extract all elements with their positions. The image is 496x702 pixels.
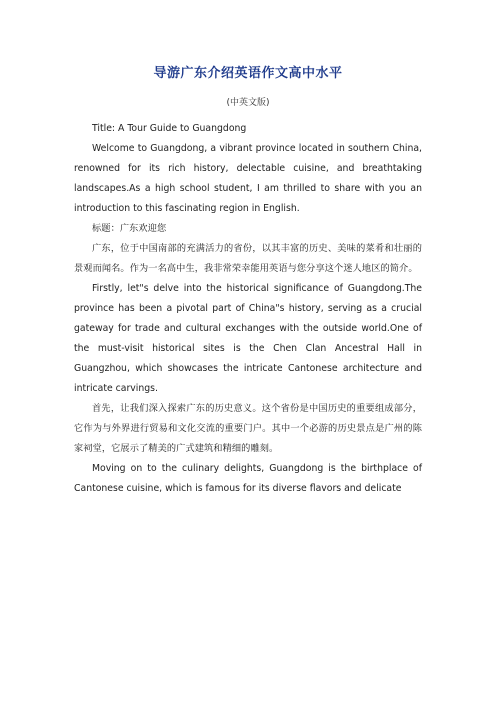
paragraph-english-history: Firstly, let"s delve into the historical significance of Guangdong.The province has been a pivotal part of China"s history, serving as a crucial gateway for trade and cultural exchanges with the outside world.One of the must-visit historical sites is the Chen Clan Ancestral Hall in Guangzhou, which showcases the intricate Cantonese architecture and intricate carvings. — [74, 283, 422, 394]
document-body — [74, 119, 422, 499]
document-title: 导游广东介绍英语作文高中水平 — [153, 66, 343, 81]
paragraph-chinese-intro: 广东，位于中国南部的充满活力的省份，以其丰富的历史、美味的菜肴和壮丽的景观而闻名。作为一名高中生，我非常荣幸能用英语与您分享这个迷人地区的简介。 — [74, 243, 422, 274]
paragraph-chinese-title: 标题：广东欢迎您 — [92, 223, 167, 234]
paragraph-english-intro: Welcome to Guangdong, a vibrant province located in southern China, renowned for its rich history, delectable cuisine, and breathtaking landscapes.As a high school student, I am thrilled to share with you an introduction to this fascinating region in English. — [74, 143, 422, 214]
paragraph-chinese-history: 首先，让我们深入探索广东的历史意义。这个省份是中国历史的重要组成部分，它作为与外界进行贸易和文化交流的重要门户。其中一个必游的历史景点是广州的陈家祠堂，它展示了精美的广式建筑和精细的雕刻。 — [74, 403, 422, 454]
paragraph-english-title: Title: A Tour Guide to Guangdong — [92, 123, 247, 134]
document-subtitle: (中英文版) — [226, 98, 270, 108]
paragraph-english-cuisine: Moving on to the culinary delights, Guangdong is the birthplace of Cantonese cuisine, which is famous for its diverse flavors and delicate — [74, 463, 422, 494]
